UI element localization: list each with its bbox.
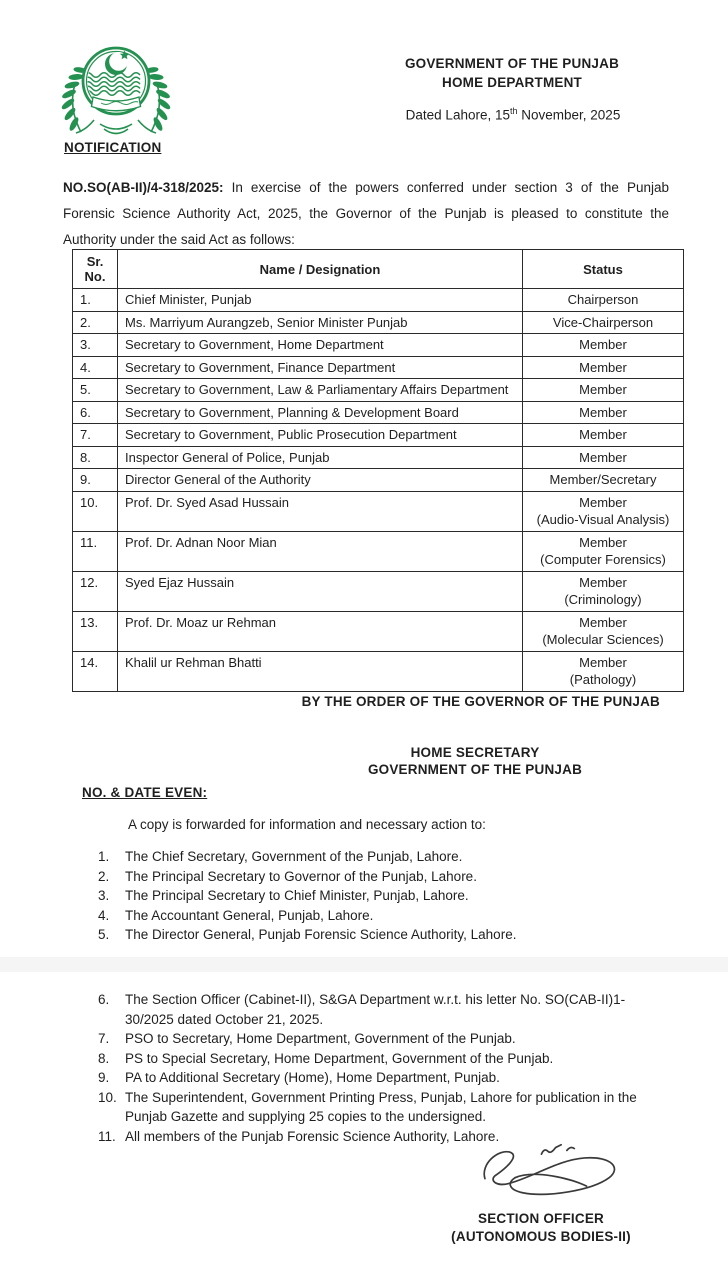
cell-status [523,469,684,492]
cell-sr-no: 11. [73,531,118,571]
status-line: Member/Secretary [549,472,657,487]
copy-forwarded-intro: A copy is forwarded for information and necessary action to: [128,817,486,832]
notification-heading: NOTIFICATION [64,140,162,155]
cell-name-designation: Khalil ur Rehman Bhatti [118,651,523,691]
cell-sr-no: 4. [73,356,118,379]
list-item-number: 3. [98,888,110,903]
cell-status [523,289,684,312]
cell-name-designation: Prof. Dr. Syed Asad Hussain [118,491,523,531]
list-item [98,1029,660,1049]
cell-status [523,531,684,571]
list-item-text: The Chief Secretary, Government of the Punjab, Lahore. [125,849,463,864]
list-item-number: 1. [98,849,110,864]
members-table-body [73,289,684,692]
list-item-text: The Director General, Punjab Forensic Science Authority, Lahore. [125,927,517,942]
header-sr-line2: No. [84,269,106,284]
punjab-government-emblem-icon [60,34,172,142]
list-item-text: PA to Additional Secretary (Home), Home Department, Punjab. [125,1070,500,1085]
cell-status [523,311,684,334]
cell-sr-no: 1. [73,289,118,312]
cell-name-designation: Secretary to Government, Finance Department [118,356,523,379]
list-item-number: 6. [98,992,110,1007]
table-row [73,491,684,531]
notification-body-text: In exercise of the powers conferred under section 3 of the Punjab Forensic Science Authority Act, 2025, the Governor of the Punjab is pleased to constitute the Authority under the said Act as follows: [63,179,669,247]
status-line: Vice-Chairperson [552,314,654,330]
table-row [73,311,684,334]
table-row [73,651,684,691]
status-line: Member [579,449,627,465]
cell-status [523,571,684,611]
table-row [73,424,684,447]
cell-name-designation: Ms. Marriyum Aurangzeb, Senior Minister Punjab [118,311,523,334]
cell-status [523,446,684,469]
cell-name-designation: Secretary to Government, Planning & Development Board [118,401,523,424]
cell-name-designation: Inspector General of Police, Punjab [118,446,523,469]
cell-name-designation: Chief Minister, Punjab [118,289,523,312]
signatory-block [345,744,605,778]
status-detail-line: (Audio-Visual Analysis) [536,512,670,527]
list-item-number: 9. [98,1070,110,1085]
list-item-text: All members of the Punjab Forensic Science Authority, Lahore. [125,1128,500,1144]
header-status: Status [523,250,684,289]
cell-status [523,611,684,651]
status-line: Member [579,574,627,590]
dated-line [348,106,678,123]
section-officer-title [400,1210,682,1245]
header-org-title [352,54,672,92]
list-item [98,867,643,887]
page-break-band [0,957,728,972]
org-title-line1: GOVERNMENT OF THE PUNJAB [404,56,620,71]
header-sr-line1: Sr. [86,254,104,269]
cell-name-designation: Secretary to Government, Home Department [118,334,523,357]
cell-status [523,401,684,424]
cell-sr-no: 10. [73,491,118,531]
dated-suffix: November, 2025 [517,107,621,123]
list-item-text: The Section Officer (Cabinet-II), S&GA Department w.r.t. his letter No. SO(CAB-II)1-30/2025 dated October 21, 2025. [125,992,626,1027]
reference-number: NO.SO(AB-II)/4-318/2025: [63,179,224,195]
no-date-even-heading: NO. & DATE EVEN: [82,785,208,800]
list-item-number: 4. [98,907,110,923]
status-detail-line: (Pathology) [569,672,637,687]
distribution-list-page1 [98,847,643,945]
footer-title-line1: SECTION OFFICER [477,1211,604,1226]
table-row [73,289,684,312]
status-line: Member [579,359,627,375]
cell-status [523,379,684,402]
list-item-text: The Principal Secretary to Governor of the Punjab, Lahore. [125,868,477,884]
list-item-text: The Superintendent, Government Printing Press, Punjab, Lahore for publication in the Punjab Gazette and supplying 25 copies to the undersigned. [125,1089,637,1124]
cell-name-designation: Prof. Dr. Moaz ur Rehman [118,611,523,651]
list-item-text: PS to Special Secretary, Home Department, Government of the Punjab. [125,1050,554,1066]
table-row [73,356,684,379]
table-header [73,250,684,289]
list-item-number: 8. [98,1050,110,1066]
cell-sr-no: 7. [73,424,118,447]
org-title-line2: HOME DEPARTMENT [442,75,582,90]
list-item-text: The Principal Secretary to Chief Minister, Punjab, Lahore. [125,888,469,903]
cell-status [523,491,684,531]
authority-members-table [72,249,684,692]
cell-status [523,651,684,691]
signatory-org: GOVERNMENT OF THE PUNJAB [367,762,583,777]
list-item [98,906,643,926]
cell-sr-no: 6. [73,401,118,424]
cell-name-designation: Secretary to Government, Public Prosecution Department [118,424,523,447]
status-detail-line: (Criminology) [564,592,642,607]
cell-sr-no: 5. [73,379,118,402]
cell-sr-no: 3. [73,334,118,357]
list-item-number: 10. [98,1089,117,1105]
cell-name-designation: Syed Ejaz Hussain [118,571,523,611]
cell-sr-no: 13. [73,611,118,651]
dated-ordinal: th [510,106,518,116]
table-row [73,531,684,571]
dated-prefix: Dated Lahore, 15 [405,107,510,123]
cell-sr-no: 14. [73,651,118,691]
list-item-number: 5. [98,927,110,942]
cell-sr-no: 9. [73,469,118,492]
signatory-title: HOME SECRETARY [410,745,540,760]
order-of-governor-line: BY THE ORDER OF THE GOVERNOR OF THE PUNJAB [301,694,660,709]
cell-sr-no: 12. [73,571,118,611]
list-item-number: 2. [98,868,110,884]
status-line: Member [579,614,627,630]
footer-title-line2: (AUTONOMOUS BODIES-II) [451,1228,631,1244]
status-line: Chairperson [567,292,639,307]
status-line: Member [579,494,627,510]
list-item [98,1068,660,1088]
list-item-number: 11. [98,1128,116,1144]
table-row [73,401,684,424]
status-line: Member [579,427,627,442]
header-name-designation: Name / Designation [118,250,523,289]
cell-status [523,356,684,379]
cell-status [523,334,684,357]
table-row [73,611,684,651]
list-item [98,886,643,906]
list-item-text: PSO to Secretary, Home Department, Government of the Punjab. [125,1031,516,1046]
handwritten-signature-icon [468,1138,628,1208]
distribution-list-page2 [98,990,660,1146]
list-item [98,1049,660,1069]
status-detail-line: (Molecular Sciences) [542,632,664,647]
cell-status [523,424,684,447]
list-item [98,1088,660,1127]
status-line: Member [579,404,627,420]
notification-body [63,175,669,253]
table-row [73,334,684,357]
cell-sr-no: 8. [73,446,118,469]
table-header-row [73,250,684,289]
table-row [73,571,684,611]
list-item [98,990,660,1029]
list-item [98,925,643,945]
status-line: Member [579,654,627,670]
list-item-text: The Accountant General, Punjab, Lahore. [125,907,374,923]
table-row [73,379,684,402]
cell-name-designation: Secretary to Government, Law & Parliamentary Affairs Department [118,379,523,402]
status-line: Member [579,337,627,352]
cell-name-designation: Director General of the Authority [118,469,523,492]
cell-name-designation: Prof. Dr. Adnan Noor Mian [118,531,523,571]
list-item [98,847,643,867]
cell-sr-no: 2. [73,311,118,334]
status-line: Member [579,534,627,550]
list-item-number: 7. [98,1031,110,1046]
status-detail-line: (Computer Forensics) [540,552,666,567]
table-row [73,469,684,492]
header-sr-no [73,250,118,289]
status-line: Member [579,382,627,397]
table-row [73,446,684,469]
